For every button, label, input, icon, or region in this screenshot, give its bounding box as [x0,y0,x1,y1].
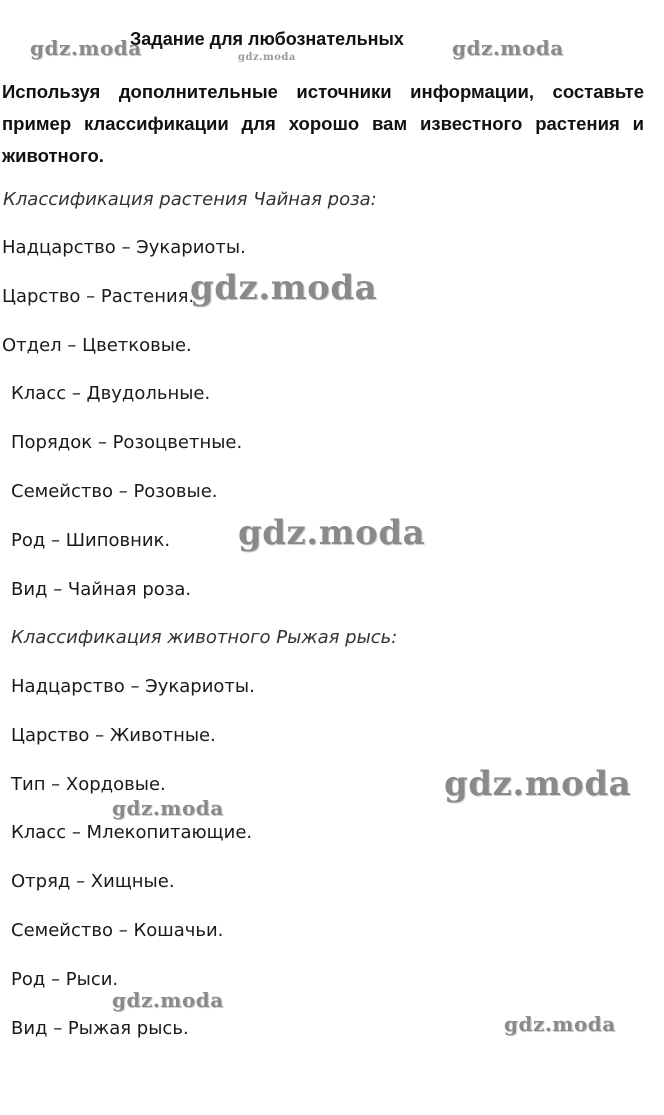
watermark: gdz.moda [238,513,426,553]
watermark: gdz.moda [504,1012,616,1036]
plant-line: Царство – Растения. [2,286,195,307]
animal-line: Вид – Рыжая рысь. [11,1018,189,1039]
plant-line: Надцарство – Эукариоты. [2,237,246,258]
watermark: gdz.moda [238,52,296,63]
plant-line: Отдел – Цветковые. [2,335,192,356]
watermark: gdz.moda [444,764,632,804]
page-title: Задание для любознательных [130,29,404,49]
plant-line: Род – Шиповник. [11,530,171,551]
animal-line: Отряд – Хищные. [11,871,175,892]
watermark: gdz.moda [452,36,564,60]
animal-line: Тип – Хордовые. [11,774,166,795]
animal-line: Надцарство – Эукариоты. [11,676,255,697]
watermark: gdz.moda [190,268,378,308]
animal-line: Семейство – Кошачьи. [11,920,224,941]
watermark: gdz.moda [30,36,142,60]
plant-line: Вид – Чайная роза. [11,579,192,600]
animal-heading: Классификация животного Рыжая рысь: [11,627,398,648]
watermark: gdz.moda [112,796,224,820]
plant-line: Класс – Двудольные. [11,383,211,404]
plant-line: Порядок – Розоцветные. [11,432,243,453]
watermark: gdz.moda [112,988,224,1012]
intro-text: Используя дополнительные источники информации, составьте пример классификации для хорошо вам известного растения и животного. [2,81,644,166]
animal-line: Род – Рыси. [11,969,119,990]
animal-line: Царство – Животные. [11,725,216,746]
plant-line: Семейство – Розовые. [11,481,218,502]
animal-line: Класс – Млекопитающие. [11,822,253,843]
plant-heading: Классификация растения Чайная роза: [3,189,377,210]
